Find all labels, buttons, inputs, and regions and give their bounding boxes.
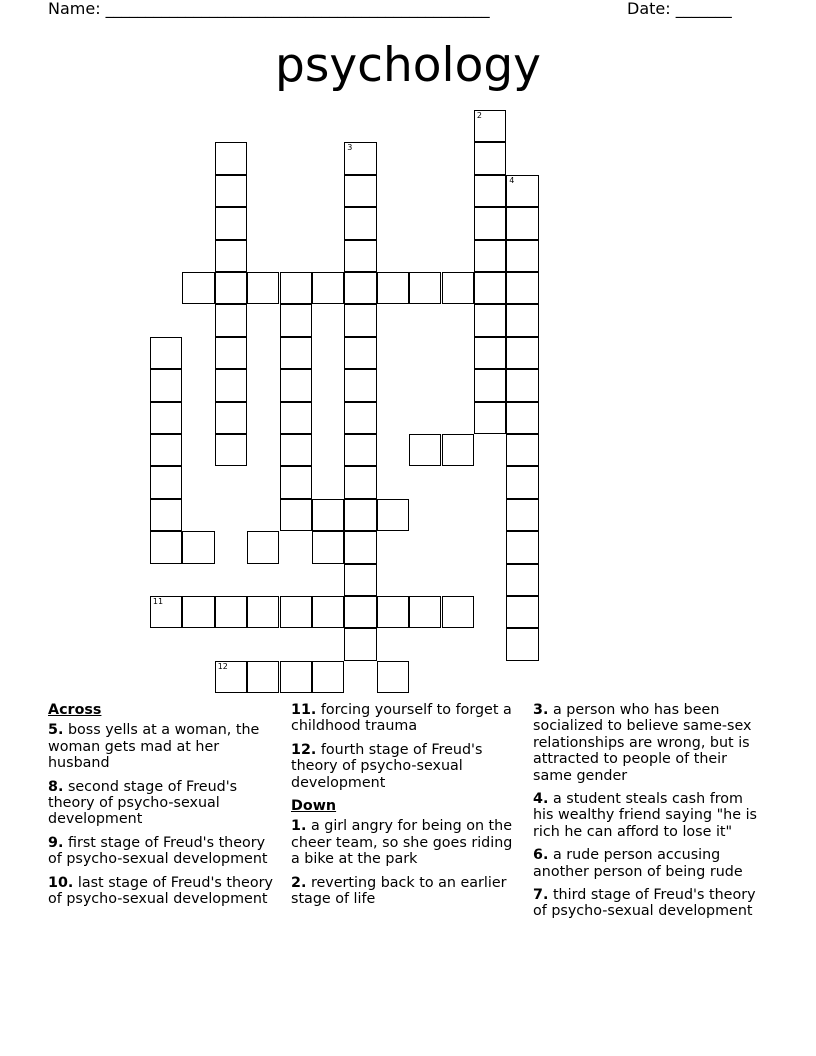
crossword-cell[interactable] (474, 369, 506, 401)
clue-down-3 (533, 702, 765, 784)
clue-down-1 (291, 818, 523, 867)
crossword-cell[interactable] (150, 499, 182, 531)
crossword-cell[interactable] (474, 175, 506, 207)
clue-number: 5. (48, 722, 64, 739)
date-field-label: Date: _______ (627, 0, 732, 18)
crossword-cell[interactable] (409, 434, 441, 466)
clue-across-9 (48, 835, 280, 868)
cell-number: 3 (347, 143, 353, 153)
down-heading: Down (291, 798, 337, 815)
clue-column-1 (48, 702, 280, 914)
crossword-cell[interactable] (182, 531, 214, 563)
crossword-cell[interactable] (344, 304, 376, 336)
crossword-cell[interactable] (506, 207, 538, 239)
crossword-cell[interactable] (247, 272, 279, 304)
crossword-cell[interactable] (215, 337, 247, 369)
clue-number: 3. (533, 702, 549, 718)
crossword-cell[interactable] (506, 369, 538, 401)
crossword-cell[interactable] (506, 304, 538, 336)
clue-down-2 (291, 875, 523, 908)
clue-number: 6. (533, 847, 549, 864)
crossword-cell[interactable] (247, 596, 279, 628)
crossword-cell[interactable] (506, 337, 538, 369)
crossword-cell[interactable] (215, 402, 247, 434)
clue-number: 2. (291, 874, 307, 891)
crossword-cell[interactable] (377, 272, 409, 304)
crossword-cell[interactable] (506, 272, 538, 304)
clue-number: 9. (48, 834, 64, 851)
clue-text: third stage of Freud's theory of psycho-sexual development (533, 887, 756, 920)
crossword-cell[interactable] (344, 240, 376, 272)
crossword-cell[interactable] (474, 207, 506, 239)
crossword-cell[interactable] (247, 531, 279, 563)
crossword-cell[interactable] (474, 240, 506, 272)
crossword-cell[interactable] (377, 596, 409, 628)
crossword-cell[interactable] (280, 499, 312, 531)
clue-text: forcing yourself to forget a childhood trauma (291, 702, 512, 735)
crossword-cell[interactable] (215, 661, 247, 693)
crossword-cell[interactable] (506, 499, 538, 531)
crossword-cell[interactable] (280, 337, 312, 369)
crossword-cell[interactable] (280, 434, 312, 466)
crossword-cell[interactable] (442, 434, 474, 466)
crossword-cell[interactable] (280, 304, 312, 336)
crossword-cell[interactable] (377, 661, 409, 693)
clue-text: fourth stage of Freud's theory of psycho-sexual development (291, 741, 483, 791)
crossword-cell[interactable] (344, 337, 376, 369)
clue-text: last stage of Freud's theory of psycho-sexual development (48, 874, 273, 908)
clue-text: boss yells at a woman, the woman gets mad at her husband (48, 722, 260, 772)
crossword-cell[interactable] (474, 272, 506, 304)
crossword-cell[interactable] (506, 564, 538, 596)
crossword-cell[interactable] (215, 207, 247, 239)
crossword-cell[interactable] (150, 337, 182, 369)
crossword-cell[interactable] (344, 272, 376, 304)
crossword-cell[interactable] (312, 661, 344, 693)
crossword-cell[interactable] (344, 175, 376, 207)
crossword-cell[interactable] (506, 628, 538, 660)
crossword-cell[interactable] (312, 272, 344, 304)
crossword-cell[interactable] (150, 434, 182, 466)
clue-number: 12. (291, 741, 317, 758)
cell-number: 2 (476, 111, 482, 120)
crossword-cell[interactable] (409, 596, 441, 628)
crossword-cell[interactable] (182, 596, 214, 628)
clue-across-12 (291, 742, 523, 791)
cell-number: 4 (509, 175, 515, 185)
crossword-cell[interactable] (280, 466, 312, 498)
crossword-cell[interactable] (344, 596, 376, 628)
name-field-label: Name: ________________________________________________ (48, 0, 490, 18)
clue-number: 10. (48, 874, 74, 891)
clue-number: 8. (48, 778, 64, 795)
crossword-cell[interactable] (312, 531, 344, 563)
crossword-cell[interactable] (474, 402, 506, 434)
crossword-cell[interactable] (280, 661, 312, 693)
clue-text: second stage of Freud's theory of psycho-sexual development (48, 778, 238, 828)
cell-number: 12 (217, 661, 228, 671)
clue-text: a student steals cash from his wealthy friend saying "he is rich he can afford to lose it" (533, 791, 758, 840)
clue-down-7 (533, 887, 765, 920)
clue-down-6 (533, 847, 765, 880)
clue-number: 1. (291, 818, 307, 835)
crossword-cell[interactable] (506, 240, 538, 272)
clue-number: 4. (533, 791, 549, 808)
crossword-cell[interactable] (344, 369, 376, 401)
crossword-cell[interactable] (344, 466, 376, 498)
clue-column-2 (291, 702, 523, 914)
crossword-cell[interactable] (312, 499, 344, 531)
across-heading: Across (48, 702, 102, 718)
crossword-cell[interactable] (280, 596, 312, 628)
crossword-cell[interactable] (506, 466, 538, 498)
crossword-cell[interactable] (344, 434, 376, 466)
crossword-cell[interactable] (150, 369, 182, 401)
crossword-cell[interactable] (409, 272, 441, 304)
crossword-cell[interactable] (344, 142, 376, 174)
crossword-cell[interactable] (215, 304, 247, 336)
crossword-cell[interactable] (280, 272, 312, 304)
crossword-cell[interactable] (215, 434, 247, 466)
crossword-cell[interactable] (344, 628, 376, 660)
clue-text: first stage of Freud's theory of psycho-sexual development (48, 834, 268, 868)
crossword-cell[interactable] (506, 402, 538, 434)
crossword-cell[interactable] (474, 110, 506, 142)
crossword-cell[interactable] (215, 272, 247, 304)
crossword-cell[interactable] (474, 142, 506, 174)
clue-text: reverting back to an earlier stage of life (291, 874, 507, 908)
clue-number: 11. (291, 702, 317, 718)
clue-across-10 (48, 875, 280, 908)
crossword-cell[interactable] (474, 337, 506, 369)
crossword-cell[interactable] (377, 499, 409, 531)
clue-across-5 (48, 722, 280, 771)
crossword-cell[interactable] (474, 304, 506, 336)
clue-down-4 (533, 791, 765, 840)
crossword-cell[interactable] (442, 272, 474, 304)
crossword-cell[interactable] (215, 369, 247, 401)
crossword-cell[interactable] (344, 531, 376, 563)
crossword-cell[interactable] (215, 142, 247, 174)
crossword-cell[interactable] (442, 596, 474, 628)
crossword-cell[interactable] (150, 402, 182, 434)
crossword-cell[interactable] (150, 531, 182, 563)
crossword-cell[interactable] (506, 531, 538, 563)
crossword-cell[interactable] (150, 466, 182, 498)
crossword-cell[interactable] (344, 499, 376, 531)
clue-across-11 (291, 702, 523, 735)
crossword-cell[interactable] (150, 596, 182, 628)
clue-across-8 (48, 779, 280, 828)
crossword-cell[interactable] (215, 175, 247, 207)
crossword-cell[interactable] (215, 596, 247, 628)
clue-column-3 (533, 702, 765, 927)
crossword-cell[interactable] (344, 207, 376, 239)
crossword-cell[interactable] (247, 661, 279, 693)
crossword-cell[interactable] (506, 596, 538, 628)
cell-number: 11 (152, 597, 164, 606)
crossword-cell[interactable] (182, 272, 214, 304)
crossword-cell[interactable] (506, 434, 538, 466)
crossword-cell[interactable] (506, 175, 538, 207)
clue-number: 7. (533, 887, 549, 904)
crossword-cell[interactable] (280, 402, 312, 434)
clue-text: a rude person accusing another person of being rude (533, 847, 743, 880)
crossword-cell[interactable] (344, 564, 376, 596)
clue-text: a person who has been socialized to believe same-sex relationships are wrong, but is attracted to people of their same gender (533, 702, 752, 784)
page-title: psychology (275, 38, 541, 93)
clue-text: a girl angry for being on the cheer team, so she goes riding a bike at the park (291, 818, 513, 868)
crossword-cell[interactable] (280, 369, 312, 401)
crossword-cell[interactable] (344, 402, 376, 434)
crossword-cell[interactable] (312, 596, 344, 628)
crossword-cell[interactable] (215, 240, 247, 272)
